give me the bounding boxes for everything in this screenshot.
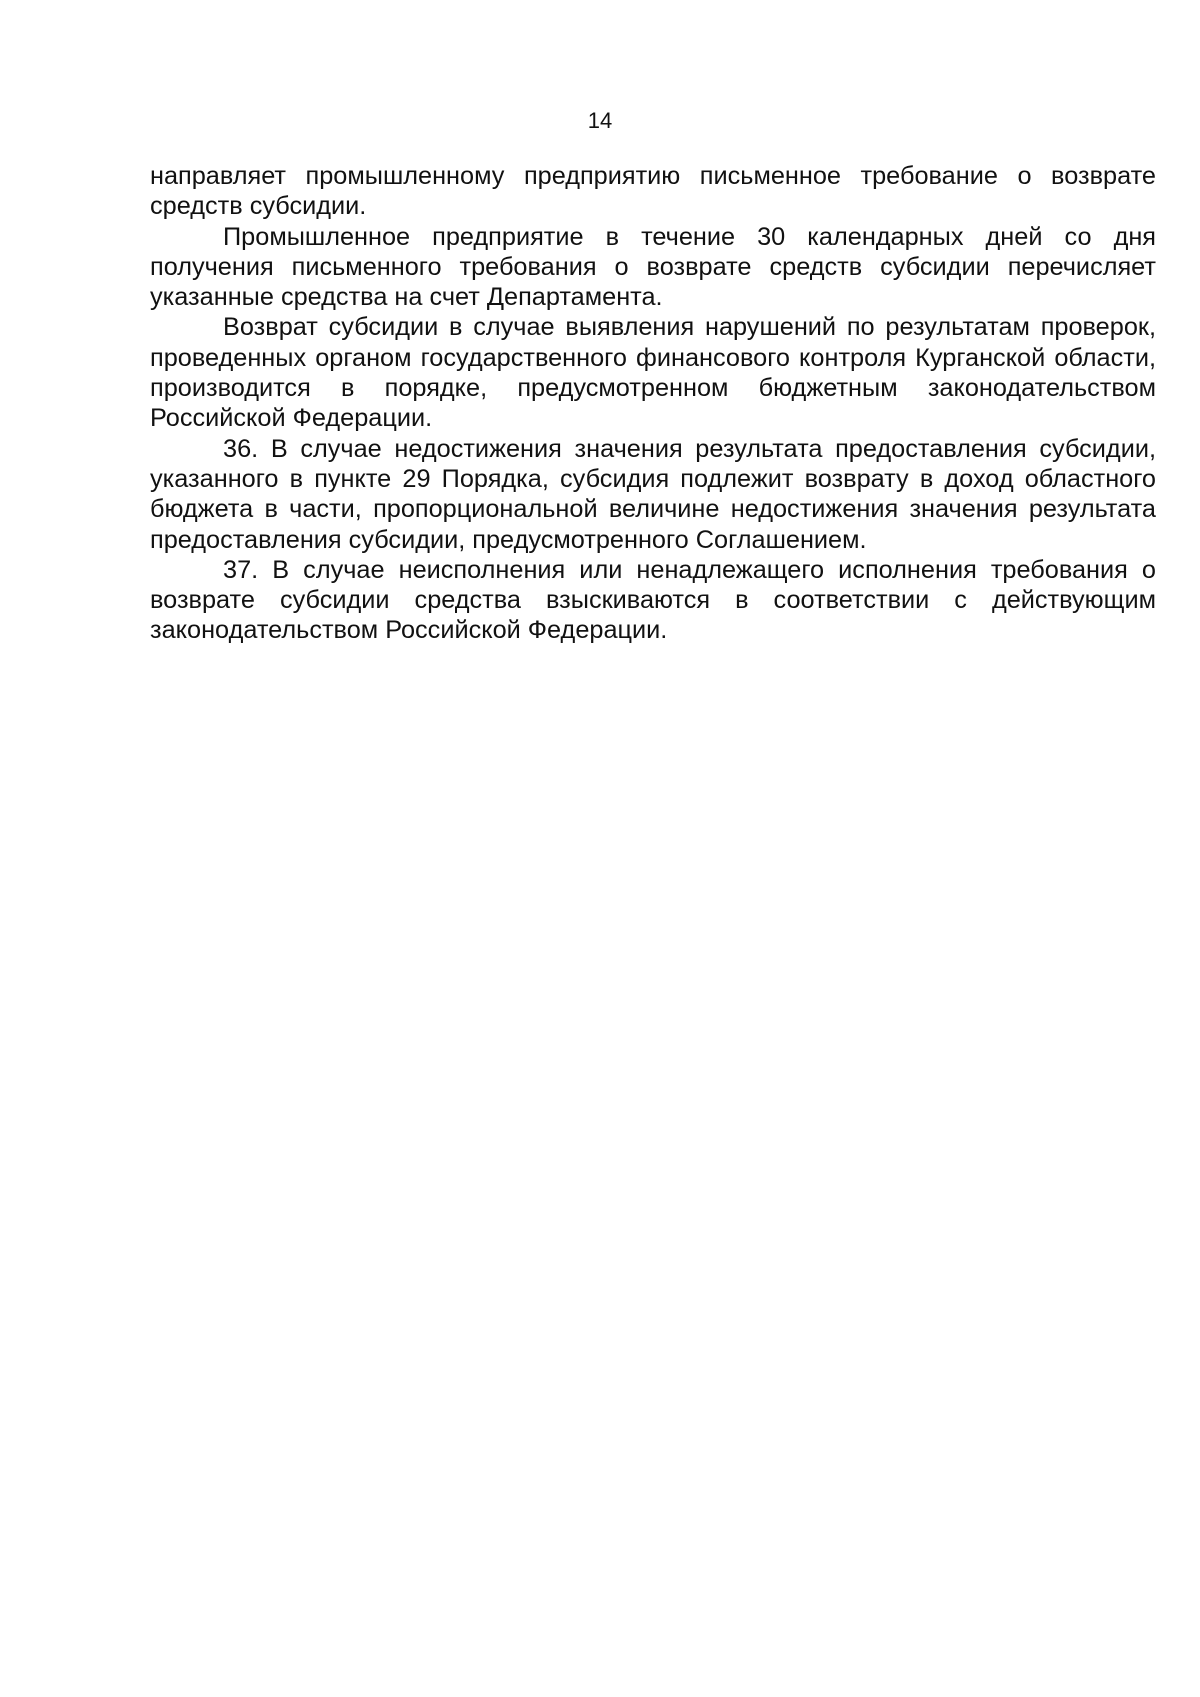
paragraph-transfer-deadline: Промышленное предприятие в течение 30 календарных дней со дня получения письменного требования о возврате средств субсидии перечисляет указанные средства на счет Департамента. (150, 222, 1156, 312)
document-body (150, 161, 1156, 646)
paragraph-continuation: направляет промышленному предприятию письменное требование о возврате средств субсидии. (150, 162, 1156, 221)
paragraph-clause-36: 36. В случае недостижения значения результата предоставления субсидии, указанного в пункте 29 Порядка, субсидия подлежит возврату в доход областного бюджета в части, пропорциональной величине недостижения значения результата предоставления субсидии, предусмотренного Соглашением. (150, 434, 1156, 554)
paragraph-clause-37: 37. В случае неисполнения или ненадлежащего исполнения требования о возврате субсидии средства взыскиваются в соответствии с действующим законодательством Российской Федерации. (150, 555, 1156, 645)
page-number: 14 (587, 108, 613, 133)
paragraph-violation-refund: Возврат субсидии в случае выявления нарушений по результатам проверок, проведенных органом государственного финансового контроля Курганской области, производится в порядке, предусмотренном бюджетным законодательством Российской Федерации. (150, 313, 1156, 433)
